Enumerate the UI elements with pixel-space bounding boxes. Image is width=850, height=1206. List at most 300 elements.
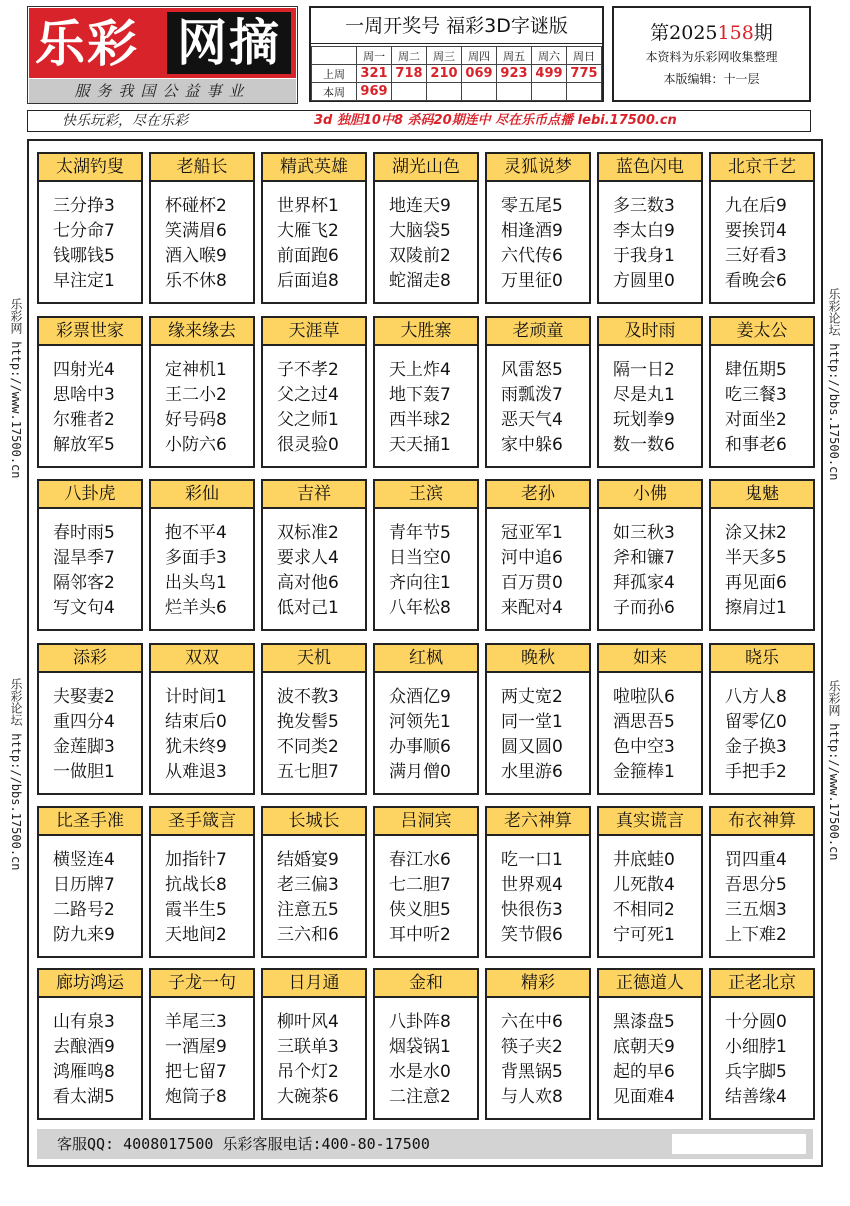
riddle-line: 涂又抹2 [725, 523, 787, 543]
riddle-line: 笑节假6 [501, 925, 563, 945]
riddle-line: 五七胆7 [277, 762, 339, 782]
draw-number: 969 [357, 83, 392, 101]
riddle-cell [709, 806, 815, 958]
riddle-author: 灵狐说梦 [485, 152, 591, 182]
riddle-line: 背黑锅5 [501, 1062, 563, 1082]
riddle-line: 七分命7 [53, 221, 115, 241]
riddle-line: 笑满眉6 [165, 221, 227, 241]
riddle-line: 羊尾三3 [165, 1012, 227, 1032]
riddle-line: 水里游6 [501, 762, 563, 782]
riddle-line: 同一堂1 [501, 712, 563, 732]
riddle-author: 北京千艺 [709, 152, 815, 182]
riddle-line: 天地间2 [165, 925, 227, 945]
riddle-line: 地下轰7 [389, 385, 451, 405]
riddle-line: 隔邻客2 [53, 573, 115, 593]
riddle-cell [709, 479, 815, 631]
day-header: 周六 [532, 47, 567, 65]
riddle-author: 比圣手准 [37, 806, 143, 836]
riddle-author: 正老北京 [709, 968, 815, 998]
riddle-line: 色中空3 [613, 737, 675, 757]
riddle-line: 井底蛙0 [613, 850, 675, 870]
logo-banner [29, 8, 296, 78]
riddle-line: 子而孙6 [613, 598, 675, 618]
riddle-line: 很灵验0 [277, 435, 339, 455]
riddle-cell [597, 316, 703, 468]
riddle-line: 对面坐2 [725, 410, 787, 430]
riddle-author: 如来 [597, 643, 703, 673]
riddle-line: 横竖连4 [53, 850, 115, 870]
riddle-line: 三联单3 [277, 1037, 339, 1057]
riddle-line: 出头鸟1 [165, 573, 227, 593]
riddle-line: 数一数6 [613, 435, 675, 455]
riddle-line: 不同类2 [277, 737, 339, 757]
draw-number: 069 [462, 65, 497, 83]
riddle-line: 罚四重4 [725, 850, 787, 870]
riddle-cell [261, 643, 367, 795]
riddle-line: 八方人8 [725, 687, 787, 707]
riddle-line: 思啥中3 [53, 385, 115, 405]
riddle-line: 黑漆盘5 [613, 1012, 675, 1032]
riddle-line: 大雁飞2 [277, 221, 339, 241]
riddle-line: 恶天气4 [501, 410, 563, 430]
riddle-cell [261, 806, 367, 958]
riddle-line: 八卦阵8 [389, 1012, 451, 1032]
riddle-line: 世界杯1 [277, 196, 339, 216]
riddle-line: 十分圆0 [725, 1012, 787, 1032]
riddle-line: 七二胆7 [389, 875, 451, 895]
riddle-line: 半天多5 [725, 548, 787, 568]
riddle-author: 真实谎言 [597, 806, 703, 836]
riddle-author: 老孙 [485, 479, 591, 509]
riddle-line: 结善缘4 [725, 1087, 787, 1107]
riddle-line: 春江水6 [389, 850, 451, 870]
riddle-cell [373, 316, 479, 468]
riddle-line: 西半球2 [389, 410, 451, 430]
riddle-line: 子不孝2 [277, 360, 339, 380]
table-row [312, 83, 602, 101]
riddle-line: 九在后9 [725, 196, 787, 216]
riddle-author: 王滨 [373, 479, 479, 509]
riddle-author: 小佛 [597, 479, 703, 509]
riddle-author: 天涯草 [261, 316, 367, 346]
riddle-cell [149, 643, 255, 795]
riddle-line: 一酒屋9 [165, 1037, 227, 1057]
riddle-line: 金子换3 [725, 737, 787, 757]
riddle-author: 精武英雄 [261, 152, 367, 182]
riddle-line: 小防六6 [165, 435, 227, 455]
riddle-line: 尔雅者2 [53, 410, 115, 430]
riddle-cell [261, 152, 367, 304]
riddle-cell [373, 479, 479, 631]
riddle-author: 子龙一句 [149, 968, 255, 998]
riddle-cell [485, 968, 591, 1120]
riddle-line: 要挨罚4 [725, 221, 787, 241]
riddle-cell [485, 806, 591, 958]
riddle-line: 防九来9 [53, 925, 115, 945]
logo-brand-b: 网摘 [167, 12, 291, 74]
riddle-cell [709, 152, 815, 304]
riddle-line: 不相同2 [613, 900, 675, 920]
riddle-cell [37, 152, 143, 304]
riddle-line: 两丈宽2 [501, 687, 563, 707]
riddle-line: 双标准2 [277, 523, 339, 543]
riddle-line: 世界观4 [501, 875, 563, 895]
riddle-line: 早注定1 [53, 271, 115, 291]
riddle-line: 二路号2 [53, 900, 115, 920]
riddle-line: 多面手3 [165, 548, 227, 568]
riddle-line: 相逢酒9 [501, 221, 563, 241]
riddle-line: 加指针7 [165, 850, 227, 870]
riddle-line: 湿旱季7 [53, 548, 115, 568]
banner-promo-link[interactable]: 3d 独胆10中8 杀码20期连中 尽在乐币点播 lebi.17500.cn [314, 113, 677, 128]
riddle-line: 写文句4 [53, 598, 115, 618]
riddle-line: 满月僧0 [389, 762, 451, 782]
riddle-cell [709, 316, 815, 468]
day-header: 周五 [497, 47, 532, 65]
riddle-line: 四射光4 [53, 360, 115, 380]
riddle-line: 解放军5 [53, 435, 115, 455]
riddle-author: 布衣神算 [709, 806, 815, 836]
riddle-line: 和事老6 [725, 435, 787, 455]
riddle-author: 双双 [149, 643, 255, 673]
riddle-author: 及时雨 [597, 316, 703, 346]
riddle-line: 把七留7 [165, 1062, 227, 1082]
riddle-line: 后面追8 [277, 271, 339, 291]
draw-number [532, 83, 567, 101]
issue-number-line [614, 22, 809, 44]
row-label: 本周 [312, 83, 357, 101]
table-row [312, 47, 602, 65]
riddle-line: 春时雨5 [53, 523, 115, 543]
riddle-author: 老顽童 [485, 316, 591, 346]
issue-prefix: 第2025 [650, 22, 718, 44]
riddle-line: 从难退3 [165, 762, 227, 782]
riddle-cell [373, 643, 479, 795]
riddle-line: 天天捅1 [389, 435, 451, 455]
riddle-line: 鸿雁鸣8 [53, 1062, 115, 1082]
riddle-line: 隔一日2 [613, 360, 675, 380]
riddle-line: 炮筒子8 [165, 1087, 227, 1107]
riddle-line: 尽是丸1 [613, 385, 675, 405]
riddle-line: 钱哪钱5 [53, 246, 115, 266]
riddle-line: 杯碰杯2 [165, 196, 227, 216]
riddle-line: 吊个灯2 [277, 1062, 339, 1082]
draw-number: 499 [532, 65, 567, 83]
riddle-line: 起的早6 [613, 1062, 675, 1082]
riddle-cell [485, 479, 591, 631]
riddle-cell [37, 806, 143, 958]
riddle-line: 水是水0 [389, 1062, 451, 1082]
riddle-cell [261, 968, 367, 1120]
riddle-line: 齐向往1 [389, 573, 451, 593]
riddle-line: 八年松8 [389, 598, 451, 618]
riddle-author: 吉祥 [261, 479, 367, 509]
riddle-line: 耳中听2 [389, 925, 451, 945]
riddle-line: 看太湖5 [53, 1087, 115, 1107]
weekly-draw-table [311, 46, 602, 101]
riddle-line: 父之师1 [277, 410, 339, 430]
footer-bar [37, 1129, 813, 1159]
side-text-left-top: 乐彩网 http://www.17500.cn [9, 298, 23, 479]
riddle-line: 方圆里0 [613, 271, 675, 291]
riddle-author: 老船长 [149, 152, 255, 182]
riddle-line: 重四分4 [53, 712, 115, 732]
riddle-author: 吕洞宾 [373, 806, 479, 836]
riddle-line: 留零亿0 [725, 712, 787, 732]
riddle-line: 去酿酒9 [53, 1037, 115, 1057]
riddle-line: 老三偏3 [277, 875, 339, 895]
riddle-line: 好号码8 [165, 410, 227, 430]
riddle-line: 零五尾5 [501, 196, 563, 216]
riddle-line: 高对他6 [277, 573, 339, 593]
riddle-line: 乐不休8 [165, 271, 227, 291]
riddle-author: 晚秋 [485, 643, 591, 673]
riddle-line: 抗战长8 [165, 875, 227, 895]
riddle-line: 大脑袋5 [389, 221, 451, 241]
riddle-cell [261, 479, 367, 631]
riddle-author: 天机 [261, 643, 367, 673]
side-text-left-bottom: 乐彩论坛 http://bbs.17500.cn [9, 678, 23, 871]
riddle-cell [149, 479, 255, 631]
day-header: 周日 [567, 47, 602, 65]
riddle-line: 夫娶妻2 [53, 687, 115, 707]
footer-blank-box [672, 1134, 806, 1154]
riddle-line: 父之过4 [277, 385, 339, 405]
riddle-line: 百万贯0 [501, 573, 563, 593]
draw-number: 923 [497, 65, 532, 83]
riddle-author: 姜太公 [709, 316, 815, 346]
riddle-line: 大碗茶6 [277, 1087, 339, 1107]
weekly-draw-panel [309, 6, 604, 102]
riddle-line: 三好看3 [725, 246, 787, 266]
riddle-line: 肆伍期5 [725, 360, 787, 380]
riddle-line: 来配对4 [501, 598, 563, 618]
logo [27, 6, 298, 104]
riddle-line: 玩划拳9 [613, 410, 675, 430]
riddle-author: 大胜寨 [373, 316, 479, 346]
riddle-line: 要求人4 [277, 548, 339, 568]
riddle-line: 众酒亿9 [389, 687, 451, 707]
riddle-line: 侠义胆5 [389, 900, 451, 920]
issue-box [612, 6, 811, 102]
riddle-line: 注意五5 [277, 900, 339, 920]
riddle-line: 金箍棒1 [613, 762, 675, 782]
riddle-author: 添彩 [37, 643, 143, 673]
riddle-cell [373, 152, 479, 304]
riddle-line: 烂羊头6 [165, 598, 227, 618]
riddle-line: 拜孤家4 [613, 573, 675, 593]
riddle-line: 地连天9 [389, 196, 451, 216]
riddle-author: 精彩 [485, 968, 591, 998]
riddle-author: 彩仙 [149, 479, 255, 509]
riddle-line: 六在中6 [501, 1012, 563, 1032]
riddle-author: 晓乐 [709, 643, 815, 673]
riddle-line: 定神机1 [165, 360, 227, 380]
riddle-line: 底朝天9 [613, 1037, 675, 1057]
riddle-cell [373, 806, 479, 958]
riddle-line: 挽发髻5 [277, 712, 339, 732]
logo-brand-a: 乐彩 [35, 15, 139, 73]
draw-number [427, 83, 462, 101]
day-header: 周二 [392, 47, 427, 65]
riddle-line: 双陵前2 [389, 246, 451, 266]
riddle-cell [149, 152, 255, 304]
riddle-cell [37, 643, 143, 795]
riddle-author: 圣手箴言 [149, 806, 255, 836]
promo-banner [27, 110, 811, 132]
riddle-line: 波不教3 [277, 687, 339, 707]
riddle-line: 圆又圆0 [501, 737, 563, 757]
riddle-line: 见面难4 [613, 1087, 675, 1107]
riddle-line: 吾思分5 [725, 875, 787, 895]
riddle-author: 彩票世家 [37, 316, 143, 346]
riddle-author: 八卦虎 [37, 479, 143, 509]
riddle-line: 蛇溜走8 [389, 271, 451, 291]
draw-number [462, 83, 497, 101]
riddle-cell [149, 316, 255, 468]
riddle-line: 吃一口1 [501, 850, 563, 870]
draw-number: 775 [567, 65, 602, 83]
riddle-line: 万里征0 [501, 271, 563, 291]
riddle-line: 于我身1 [613, 246, 675, 266]
riddle-cell [37, 968, 143, 1120]
riddle-line: 小细脖1 [725, 1037, 787, 1057]
banner-slogan: 快乐玩彩，尽在乐彩 [62, 113, 188, 129]
riddle-line: 前面跑6 [277, 246, 339, 266]
riddle-cell [709, 968, 815, 1120]
riddle-line: 看晚会6 [725, 271, 787, 291]
riddle-author: 蓝色闪电 [597, 152, 703, 182]
riddle-line: 犹未终9 [165, 737, 227, 757]
riddle-line: 宁可死1 [613, 925, 675, 945]
riddle-line: 六代传6 [501, 246, 563, 266]
footer-contact: 客服QQ: 4008017500 乐彩客服电话:400-80-17500 [57, 1135, 430, 1153]
riddle-line: 与人欢8 [501, 1087, 563, 1107]
riddle-line: 结束后0 [165, 712, 227, 732]
riddle-line: 啦啦队6 [613, 687, 675, 707]
riddle-line: 吃三餐3 [725, 385, 787, 405]
riddle-line: 青年节5 [389, 523, 451, 543]
riddle-cell [373, 968, 479, 1120]
riddle-line: 手把手2 [725, 762, 787, 782]
riddle-cell [149, 806, 255, 958]
riddle-line: 霞半生5 [165, 900, 227, 920]
draw-number [567, 83, 602, 101]
riddle-cell [597, 479, 703, 631]
draw-number: 210 [427, 65, 462, 83]
riddle-line: 柳叶风4 [277, 1012, 339, 1032]
riddle-cell [37, 479, 143, 631]
riddle-line: 如三秋3 [613, 523, 675, 543]
riddle-author: 廊坊鸿运 [37, 968, 143, 998]
riddle-line: 王二小2 [165, 385, 227, 405]
riddle-line: 兵字脚5 [725, 1062, 787, 1082]
draw-number: 718 [392, 65, 427, 83]
riddle-line: 斧和镰7 [613, 548, 675, 568]
riddle-line: 三五烟3 [725, 900, 787, 920]
riddle-cell [485, 643, 591, 795]
riddle-line: 擦肩过1 [725, 598, 787, 618]
table-row [312, 65, 602, 83]
day-header: 周四 [462, 47, 497, 65]
riddle-author: 红枫 [373, 643, 479, 673]
riddle-line: 李太白9 [613, 221, 675, 241]
riddle-line: 上下难2 [725, 925, 787, 945]
riddle-line: 酒入喉9 [165, 246, 227, 266]
riddle-author: 鬼魅 [709, 479, 815, 509]
riddle-line: 筷子夹2 [501, 1037, 563, 1057]
logo-slogan: 服务我国公益事业 [29, 79, 296, 103]
riddle-line: 计时间1 [165, 687, 227, 707]
riddle-line: 一做胆1 [53, 762, 115, 782]
riddle-cell [597, 968, 703, 1120]
riddle-author: 正德道人 [597, 968, 703, 998]
riddle-line: 日当空0 [389, 548, 451, 568]
riddle-line: 山有泉3 [53, 1012, 115, 1032]
riddle-cell [597, 643, 703, 795]
riddle-line: 再见面6 [725, 573, 787, 593]
riddle-line: 多三数3 [613, 196, 675, 216]
riddle-cell [485, 316, 591, 468]
riddle-cell [261, 316, 367, 468]
riddle-line: 家中躲6 [501, 435, 563, 455]
riddle-line: 河领先1 [389, 712, 451, 732]
riddle-author: 太湖钓叟 [37, 152, 143, 182]
riddle-author: 日月通 [261, 968, 367, 998]
riddle-cell [37, 316, 143, 468]
draw-number [497, 83, 532, 101]
day-header: 周一 [357, 47, 392, 65]
riddle-line: 二注意2 [389, 1087, 451, 1107]
draw-number [392, 83, 427, 101]
riddle-line: 冠亚军1 [501, 523, 563, 543]
side-text-right-bottom: 乐彩网 http://www.17500.cn [827, 680, 841, 861]
issue-suffix: 期 [753, 22, 773, 44]
riddle-line: 金莲脚3 [53, 737, 115, 757]
riddle-cell [597, 806, 703, 958]
riddle-line: 天上炸4 [389, 360, 451, 380]
riddle-cell [149, 968, 255, 1120]
riddle-line: 三分挣3 [53, 196, 115, 216]
day-header: 周三 [427, 47, 462, 65]
side-text-right-top: 乐彩论坛 http://bbs.17500.cn [827, 288, 841, 481]
riddle-line: 抱不平4 [165, 523, 227, 543]
riddle-line: 河中追6 [501, 548, 563, 568]
riddle-line: 低对己1 [277, 598, 339, 618]
riddle-cell [709, 643, 815, 795]
riddle-line: 三六和6 [277, 925, 339, 945]
issue-editor: 本版编辑：十一层 [663, 72, 760, 86]
riddle-author: 缘来缘去 [149, 316, 255, 346]
riddle-line: 结婚宴9 [277, 850, 339, 870]
riddle-cell [597, 152, 703, 304]
riddle-line: 日历牌7 [53, 875, 115, 895]
riddle-line: 烟袋锅1 [389, 1037, 451, 1057]
table-cell [312, 47, 357, 65]
riddle-author: 老六神算 [485, 806, 591, 836]
riddle-author: 长城长 [261, 806, 367, 836]
riddle-author: 湖光山色 [373, 152, 479, 182]
row-label: 上周 [312, 65, 357, 83]
riddle-line: 儿死散4 [613, 875, 675, 895]
riddle-author: 金和 [373, 968, 479, 998]
riddle-cell [485, 152, 591, 304]
riddle-line: 快很伤3 [501, 900, 563, 920]
issue-source: 本资料为乐彩网收集整理 [645, 50, 778, 64]
riddle-line: 办事顺6 [389, 737, 451, 757]
riddle-line: 风雷怒5 [501, 360, 563, 380]
issue-number: 158 [717, 22, 754, 44]
